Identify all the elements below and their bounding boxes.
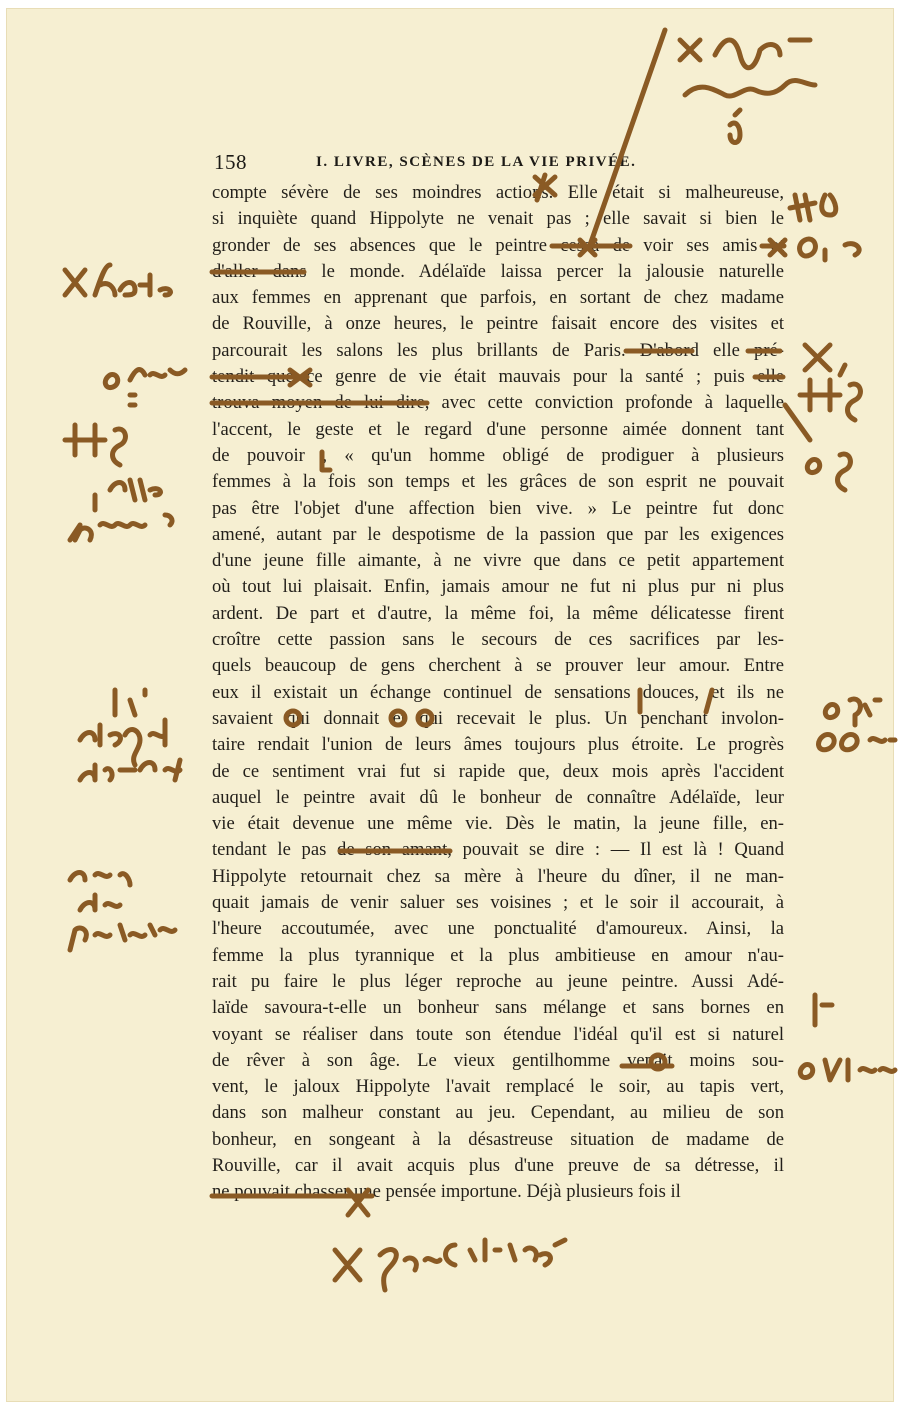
ink-left-note-2 bbox=[105, 370, 185, 388]
text-line: tendit que ce genre de vie était mauvais pour la santé ; puis elle bbox=[212, 366, 784, 388]
text-line: gronder de ses absences que le peintre cessa de voir ses amis et bbox=[212, 234, 784, 256]
text-line: trouva moyen de lui dire, avec cette conviction profonde à laquelle bbox=[212, 392, 784, 414]
ink-mark-right-3 bbox=[805, 345, 845, 375]
ink-left-note-5 bbox=[115, 690, 145, 715]
ink-mark-right-1 bbox=[790, 195, 836, 220]
text-line: amené, autant par le despotisme de la passion que par les exigences bbox=[212, 523, 784, 545]
text-line: auquel le peintre avait dû le bonheur de connaître Adélaïde, leur bbox=[212, 786, 784, 808]
ink-mark-right-4 bbox=[800, 380, 860, 420]
ink-left-note-1 bbox=[65, 265, 170, 295]
running-head: I. LIVRE, SCÈNES DE LA VIE PRIVÉE. bbox=[316, 154, 637, 170]
ink-diagonal-stroke bbox=[590, 30, 665, 245]
ink-scribble-top-right bbox=[680, 40, 810, 68]
ink-left-note-4 bbox=[95, 480, 160, 510]
text-line: pas être l'objet d'une affection bien vive. » Le peintre fut donc bbox=[212, 497, 784, 519]
text-line: quels beaucoup de gens cherchent à se prouver leur amour. Entre bbox=[212, 655, 784, 677]
text-line: savaient qui donnait et qui recevait le plus. Un penchant involon- bbox=[212, 707, 784, 729]
text-line: ne pouvait chasser une pensée importune. Déjà plusieurs fois il bbox=[212, 1181, 681, 1203]
text-line: de ce sentiment vrai fut si rapide que, deux mois après l'accident bbox=[212, 760, 784, 782]
ink-left-note-6 bbox=[70, 873, 130, 886]
text-line: voyant se réaliser dans toute son étendue l'idéal qu'il est si naturel bbox=[212, 1023, 784, 1045]
text-line: d'une jeune fille aimante, à ne vivre que dans ce petit appartement bbox=[212, 550, 784, 572]
text-line: femmes à la fois son temps et les grâces de son esprit ne pouvait bbox=[212, 471, 784, 493]
text-line: d'aller dans le monde. Adélaïde laissa percer la jalousie naturelle bbox=[212, 260, 784, 282]
text-line: l'accent, le geste et le regard d'une personne aimée donnent tant bbox=[212, 418, 784, 440]
text-line: de pouvoir , « qu'un homme obligé de prodiguer à plusieurs bbox=[212, 444, 784, 466]
text-line: taire rendait l'union de leurs âmes toujours plus étroite. Le progrès bbox=[212, 734, 784, 756]
text-line: où tout lui plaisait. Enfin, jamais amour ne fut ni plus pur ni plus bbox=[212, 576, 784, 598]
ink-mark-right-2 bbox=[800, 239, 860, 260]
text-line: ardent. De part et d'autre, la même foi, la même délicatesse firent bbox=[212, 602, 784, 624]
text-line: laïde savoura-t-elle un bonheur sans mélange et sans bornes en bbox=[212, 997, 784, 1019]
ink-mark-right-6 bbox=[815, 995, 832, 1025]
text-line: quait jamais de venir saluer ses voisines ; et le soir il accourait, à bbox=[212, 892, 784, 914]
ink-bottom-note bbox=[335, 1240, 565, 1290]
text-line: bonheur, en songeant à la désastreuse situation de madame de bbox=[212, 1128, 784, 1150]
text-line: de Rouville, à onze heures, le peintre faisait encore des visites et bbox=[212, 313, 784, 335]
text-line: de rêver à son âge. Le vieux gentilhomme venait moins sou- bbox=[212, 1049, 784, 1071]
ink-left-note-3 bbox=[65, 425, 125, 465]
text-line: Hippolyte retournait chez sa mère à l'heure du dîner, il ne man- bbox=[212, 865, 784, 887]
text-line: rait pu faire le plus léger reproche au jeune peintre. Aussi Adé- bbox=[212, 970, 784, 992]
text-line: eux il existait un échange continuel de sensations douces, et ils ne bbox=[212, 681, 784, 703]
text-line: si inquiète quand Hippolyte ne venait pas ; elle savait si bien le bbox=[212, 208, 784, 230]
text-line: tendant le pas de son amant, pouvait se dire : — Il est là ! Quand bbox=[212, 839, 784, 861]
text-line: femme la plus tyrannique et la plus ambitieuse en amour n'au- bbox=[212, 944, 784, 966]
text-line: vie était devenue une même vie. Dès le matin, la jeune fille, en- bbox=[212, 813, 784, 835]
text-line: dans son malheur constant au jeu. Cependant, au milieu de son bbox=[212, 1102, 784, 1124]
ink-mark-right-5 bbox=[825, 699, 880, 725]
text-line: l'heure accoutumée, avec une ponctualité d'amoureux. Ainsi, la bbox=[212, 918, 784, 940]
text-line: aux femmes en apprenant que parfois, en sortant de chez madame bbox=[212, 287, 784, 309]
text-line: compte sévère de ses moindres actions. Elle était si malheureuse, bbox=[212, 182, 784, 203]
text-line: croître cette passion sans le secours de ces sacrifices par les- bbox=[212, 629, 784, 651]
text-line: Rouville, car il avait acquis plus d'une preuve de sa détresse, il bbox=[212, 1154, 784, 1176]
page-number: 158 bbox=[214, 150, 247, 174]
text-line: vent, le jaloux Hippolyte l'avait remplacé le soir, au tapis vert, bbox=[212, 1076, 784, 1098]
text-line: parcourait les salons les plus brillants de Paris. D'abord elle pré- bbox=[212, 339, 784, 361]
